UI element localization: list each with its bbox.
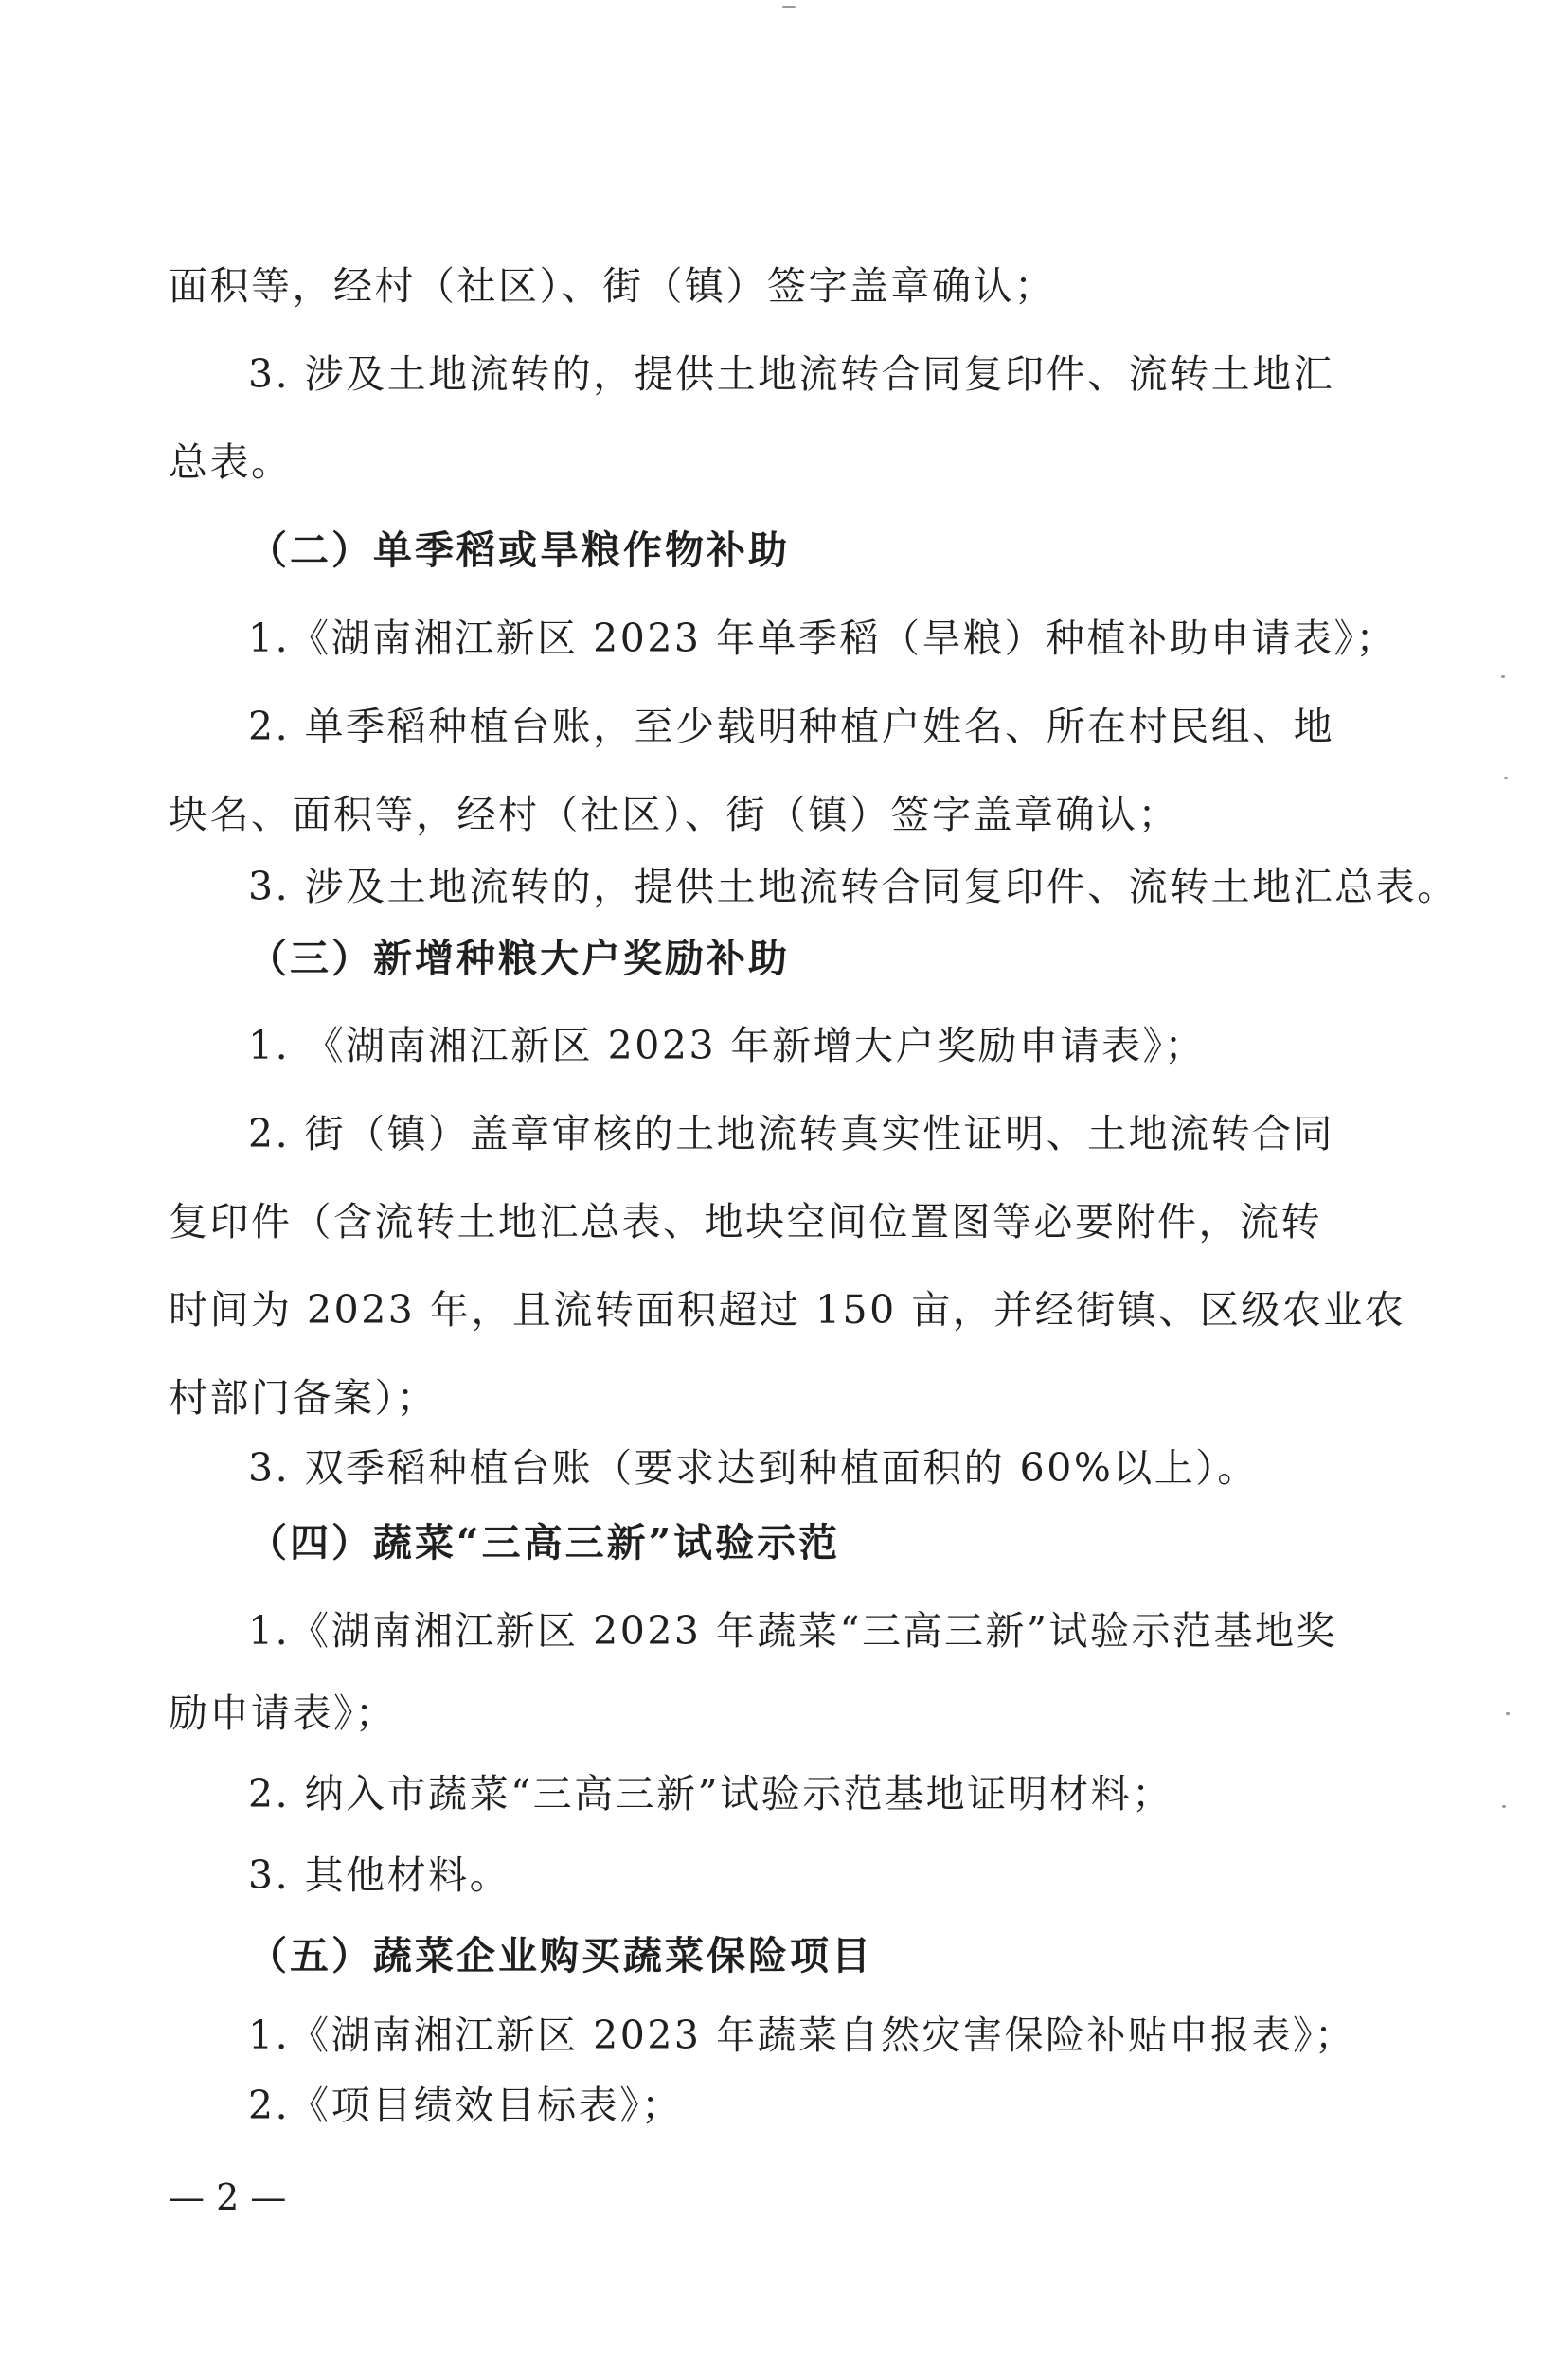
text-line: 2. 街（镇）盖章审核的土地流转真实性证明、土地流转合同	[248, 1111, 1335, 1156]
section-heading: （五）蔬菜企业购买蔬菜保险项目	[248, 1933, 873, 1978]
text-line: 3. 其他材料。	[248, 1852, 511, 1898]
text-line: 励申请表》；	[169, 1691, 397, 1736]
text-line: 1.《湖南湘江新区 2023 年单季稻（旱粮）种植补助申请表》；	[248, 616, 1398, 661]
text-line: 1. 《湖南湘江新区 2023 年新增大户奖励申请表》；	[248, 1023, 1207, 1068]
text-line: 块名、面积等，经村（社区）、街（镇）签字盖章确认；	[169, 792, 1179, 837]
text-line: 2.《项目绩效目标表》；	[248, 2083, 683, 2128]
text-line: 3. 涉及土地流转的，提供土地流转合同复印件、流转土地汇总表。	[248, 864, 1459, 909]
scan-speck	[782, 6, 796, 8]
section-heading: （二）单季稻或旱粮作物补助	[248, 528, 790, 573]
scan-speck	[1502, 1805, 1506, 1808]
text-line: 1.《湖南湘江新区 2023 年蔬菜“三高三新”试验示范基地奖	[248, 1608, 1337, 1654]
text-line: 3. 涉及土地流转的，提供土地流转合同复印件、流转土地汇	[248, 351, 1335, 397]
section-heading: （四）蔬菜“三高三新”试验示范	[248, 1520, 841, 1566]
text-line: 面积等，经村（社区）、街（镇）签字盖章确认；	[169, 263, 1056, 309]
text-line: 3. 双季稻种植台账（要求达到种植面积的 60%以上）。	[248, 1445, 1259, 1491]
text-line: 2. 纳入市蔬菜“三高三新”试验示范基地证明材料；	[248, 1771, 1173, 1816]
section-heading: （三）新增种粮大户奖励补助	[248, 936, 790, 981]
text-line: 1.《湖南湘江新区 2023 年蔬菜自然灾害保险补贴申报表》；	[248, 2013, 1356, 2058]
text-line: 村部门备案）；	[169, 1375, 438, 1421]
scan-speck	[1504, 777, 1508, 779]
text-line: 2. 单季稻种植台账，至少载明种植户姓名、所在村民组、地	[248, 704, 1335, 749]
text-line: 时间为 2023 年，且流转面积超过 150 亩，并经街镇、区级农业农	[169, 1287, 1406, 1333]
scan-speck	[1506, 1712, 1510, 1715]
page-number: — 2 —	[169, 2176, 287, 2218]
text-line: 复印件（含流转土地汇总表、地块空间位置图等必要附件，流转	[169, 1199, 1322, 1244]
scan-speck	[1501, 675, 1505, 678]
text-line: 总表。	[169, 439, 293, 485]
